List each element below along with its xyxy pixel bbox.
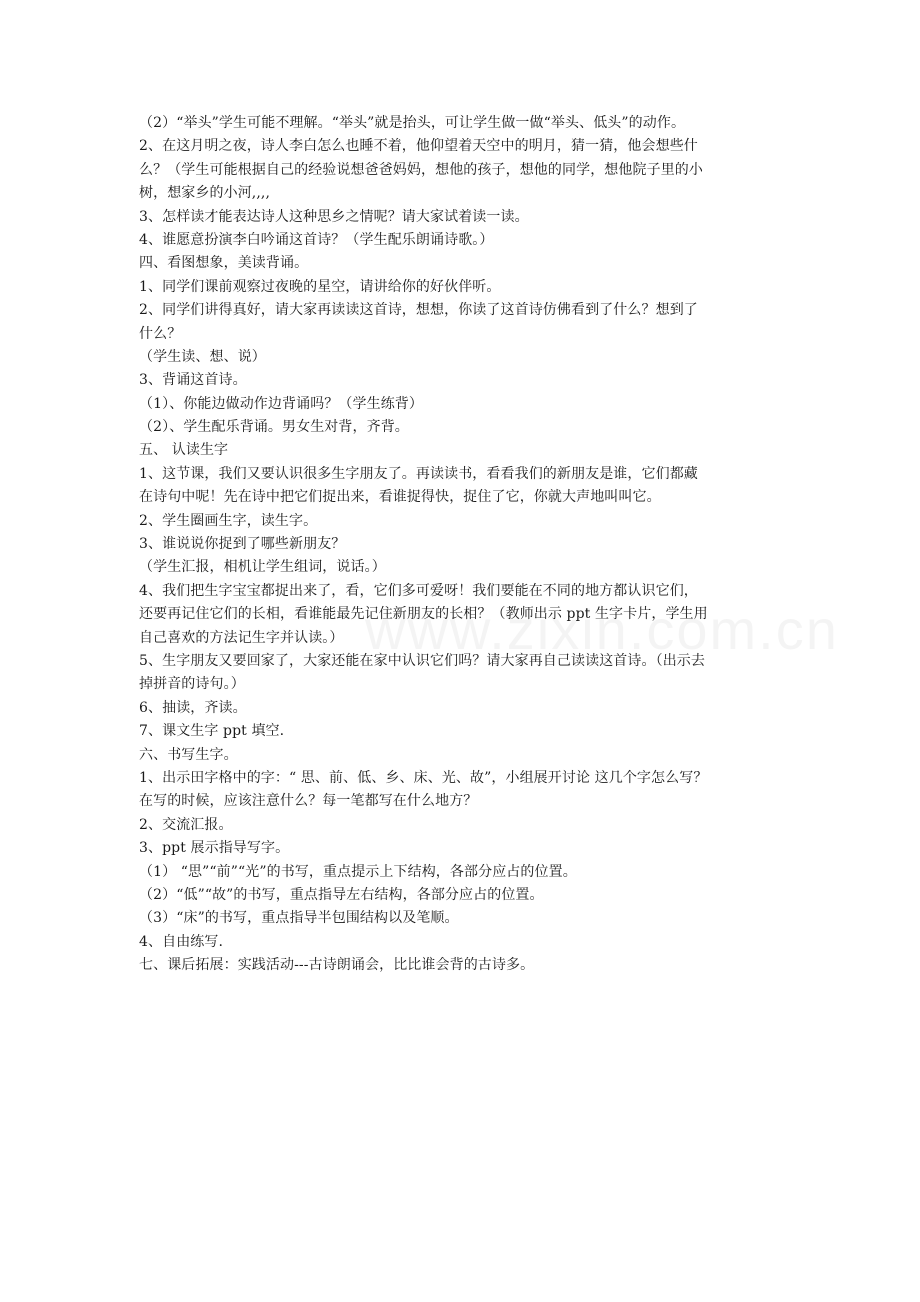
text-line: （2）、学生配乐背诵。男女生对背，齐背。 <box>139 419 409 436</box>
text-line: 七、课后拓展：实践活动---古诗朗诵会，比比谁会背的古诗多。 <box>139 957 535 974</box>
text-line: （学生读、想、说） <box>139 348 266 365</box>
text-line: 3、怎样读才能表达诗人这种思乡之情呢？请大家试着读一读。 <box>139 208 529 225</box>
text-line: （1）、你能边做动作边背诵吗？（学生练背） <box>139 395 424 412</box>
text-line: 五、 认读生字 <box>139 442 229 459</box>
text-line: 6、抽读，齐读。 <box>139 699 247 716</box>
text-line: 在写的时候，应该注意什么？每一笔都写在什么地方？ <box>139 793 478 810</box>
text-line: （2）“举头”学生可能不理解。“举头”就是抬头，可让学生做一做“举头、低头”的动作。 <box>139 115 686 131</box>
text-line: 3、背诵这首诗。 <box>139 372 247 389</box>
text-line: 4、自由练写. <box>139 933 224 950</box>
text-line: 2、交流汇报。 <box>139 816 233 833</box>
text-line: 4、我们把生字宝宝都捉出来了，看，它们多可爱呀！我们要能在不同的地方都认识它们， <box>139 582 698 599</box>
text-line: 2、同学们讲得真好，请大家再读读这首诗，想想，你读了这首诗仿佛看到了什么？想到了 <box>139 302 698 319</box>
document-body <box>139 112 789 977</box>
text-line: （学生汇报，相机让学生组词，说话。） <box>139 559 386 576</box>
text-line: 还要再记住它们的长相，看谁能最先记住新朋友的长相？（教师出示 ppt 生字卡片，学生用 <box>139 606 708 623</box>
text-line: 2、学生圈画生字，读生字。 <box>139 512 318 529</box>
text-line: 自己喜欢的方法记生字并认读。） <box>139 629 344 646</box>
text-line: 六、书写生字。 <box>139 746 238 763</box>
text-line: 掉拼音的诗句。） <box>139 676 245 693</box>
text-line: 3、谁说说你捉到了哪些新朋友？ <box>139 536 346 553</box>
text-line: 么？（学生可能根据自己的经验说想爸爸妈妈，想他的孩子，想他的同学，想他院子里的小 <box>139 161 703 178</box>
text-line: 四、看图想象，美读背诵。 <box>139 255 309 272</box>
watermark <box>365 597 839 662</box>
text-line: （3）“床”的书写，重点指导半包围结构以及笔顺。 <box>139 910 459 927</box>
text-line: 7、课文生字 ppt 填空. <box>139 723 285 740</box>
text-line: （2）“低”“故”的书写，重点指导左右结构，各部分应占的位置。 <box>139 886 544 903</box>
text-line: 1、这节课，我们又要认识很多生字朋友了。再读读书，看看我们的新朋友是谁，它们都藏 <box>139 465 698 482</box>
text-line: 在诗句中呢！先在诗中把它们捉出来，看谁捉得快，捉住了它，你就大声地叫叫它。 <box>139 489 661 506</box>
text-line: （1） “思”“前”“光”的书写，重点提示上下结构，各部分应占的位置。 <box>139 863 577 880</box>
text-line: 5、生字朋友又要回家了，大家还能在家中认识它们吗？请大家再自己读读这首诗。（出示去 <box>139 652 706 669</box>
text-line: 3、ppt 展示指导写字。 <box>139 840 290 857</box>
text-line: 2、在这月明之夜，诗人李白怎么也睡不着，他仰望着天空中的明月，猜一猜，他会想些什 <box>139 138 698 155</box>
text-line: 4、谁愿意扮演李白吟诵这首诗？（学生配乐朗诵诗歌。） <box>139 231 494 248</box>
text-line: 1、出示田字格中的字：“ 思、前、低、乡、床、光、故”，小组展开讨论 这几个字怎么写？ <box>139 769 708 786</box>
text-line: 树，想家乡的小河,,,, <box>139 185 271 202</box>
text-line: 1、同学们课前观察过夜晚的星空，请讲给你的好伙伴听。 <box>139 278 501 295</box>
text-line: 什么？ <box>139 325 182 342</box>
